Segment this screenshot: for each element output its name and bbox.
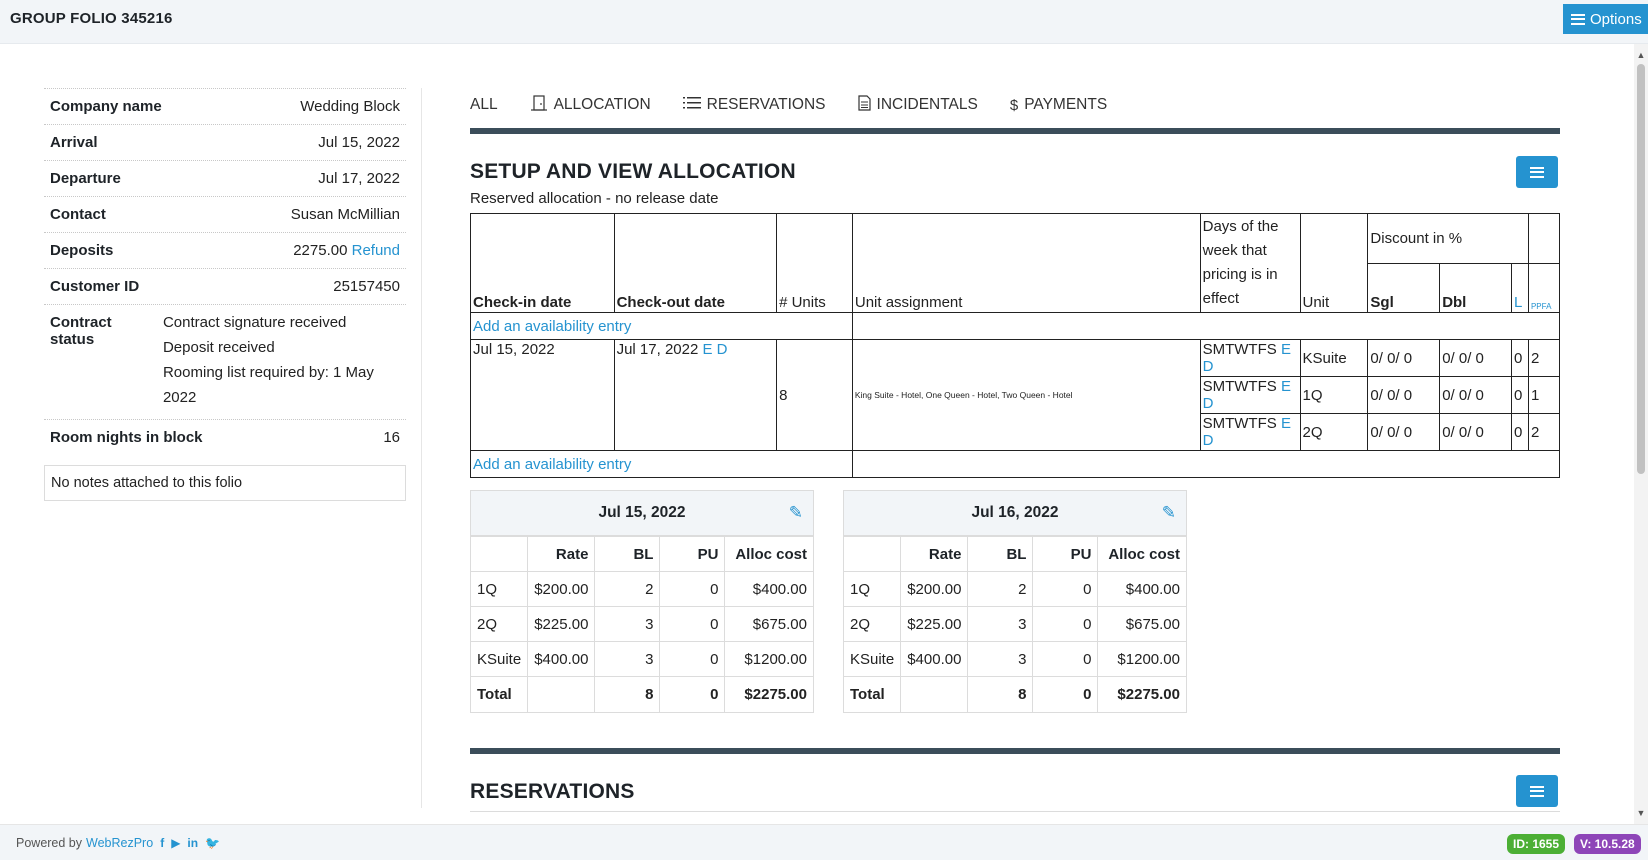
- unit-cell: 1Q: [844, 572, 901, 607]
- departure-value: Jul 17, 2022: [318, 170, 400, 187]
- customer-id-row: [44, 268, 406, 304]
- door-icon: [530, 95, 548, 115]
- day-card-header: [844, 491, 1186, 536]
- edit-link[interactable]: E: [1280, 378, 1291, 395]
- contract-status-row: [44, 304, 406, 419]
- column-header: Alloc cost: [725, 537, 813, 572]
- arrival-row: [44, 124, 406, 160]
- contract-status-line: Rooming list required by: 1 May 2022: [162, 364, 374, 406]
- column-header: BL: [595, 537, 660, 572]
- tab-allocation[interactable]: [530, 95, 651, 115]
- allocation-title: SETUP AND VIEW ALLOCATION: [470, 160, 796, 183]
- total-row: [844, 677, 1186, 712]
- pu-cell: 0: [660, 572, 725, 607]
- tab-allocation-label: ALLOCATION: [553, 96, 651, 113]
- entry-units: 8: [777, 340, 853, 451]
- contract-status-label: Contract status: [50, 314, 112, 348]
- day-card-table: [844, 536, 1186, 712]
- page-scrollbar[interactable]: [1634, 44, 1648, 824]
- table-row: [844, 642, 1186, 677]
- reservations-menu-button[interactable]: [1516, 775, 1558, 807]
- unit-cell: 1Q: [1300, 377, 1368, 414]
- page-title: GROUP FOLIO 345216: [10, 10, 173, 27]
- company-name-value: Wedding Block: [300, 98, 400, 115]
- allocation-menu-button[interactable]: [1516, 156, 1558, 188]
- menu-icon: [1530, 786, 1544, 797]
- day-card-header: [471, 491, 813, 536]
- l-cell: 0: [1511, 414, 1528, 451]
- days-cell: [1200, 377, 1300, 414]
- total-alloc-cost: $2275.00: [725, 677, 813, 712]
- edit-link[interactable]: E: [702, 341, 713, 358]
- list-icon: [683, 96, 701, 114]
- days-value: SMTWTFS: [1202, 378, 1277, 395]
- arrival-label: Arrival: [50, 134, 98, 151]
- options-label: Options: [1590, 10, 1642, 28]
- column-header: PU: [660, 537, 725, 572]
- ppfa-cell: 1: [1528, 377, 1559, 414]
- deposits-row: [44, 232, 406, 268]
- bl-cell: 2: [968, 572, 1033, 607]
- delete-link[interactable]: D: [1202, 432, 1214, 449]
- rate-cell: $400.00: [528, 642, 595, 677]
- delete-link[interactable]: D: [1202, 395, 1214, 412]
- company-name-label: Company name: [50, 98, 162, 115]
- day-card: [843, 490, 1187, 713]
- alloc-cost-cell: $675.00: [1098, 607, 1186, 642]
- scroll-up-icon[interactable]: ▲: [1636, 50, 1646, 60]
- pu-cell: 0: [660, 642, 725, 677]
- days-value: SMTWTFS: [1202, 415, 1277, 432]
- deposits-label: Deposits: [50, 242, 114, 259]
- unit-cell: 2Q: [844, 607, 901, 642]
- room-nights-label: Room nights in block: [50, 429, 203, 446]
- bl-cell: 3: [968, 642, 1033, 677]
- edit-link[interactable]: E: [1280, 341, 1291, 358]
- rate-cell: $225.00: [528, 607, 595, 642]
- bl-cell: 3: [595, 642, 660, 677]
- tab-payments[interactable]: [1010, 95, 1107, 115]
- pencil-icon[interactable]: ✎: [788, 503, 803, 522]
- tab-reservations[interactable]: [683, 95, 826, 115]
- total-rate: [901, 677, 968, 712]
- contact-value: Susan McMillian: [290, 206, 400, 223]
- unit-cell: KSuite: [844, 642, 901, 677]
- unit-cell: 1Q: [471, 572, 528, 607]
- sgl-header: Sgl: [1368, 263, 1440, 313]
- column-header: [844, 537, 901, 572]
- room-nights-row: [44, 419, 406, 455]
- panel-divider: [421, 88, 422, 808]
- add-availability-link[interactable]: Add an availability entry: [471, 451, 853, 478]
- contact-label: Contact: [50, 206, 106, 223]
- document-icon: [858, 95, 871, 115]
- pu-cell: 0: [1033, 607, 1098, 642]
- checkin-header: Check-in date: [471, 214, 615, 313]
- menu-icon: [1530, 167, 1544, 178]
- allocation-subtitle: Reserved allocation - no release date: [470, 190, 719, 207]
- dbl-cell: 0/ 0/ 0: [1440, 414, 1512, 451]
- powered-by: [16, 836, 220, 850]
- pencil-icon[interactable]: ✎: [1161, 503, 1176, 522]
- empty-cell: [852, 313, 1559, 340]
- units-header: # Units: [777, 214, 853, 313]
- discount-header: Discount in %: [1368, 214, 1529, 264]
- dollar-icon: $: [1009, 96, 1019, 114]
- day-card: [470, 490, 814, 713]
- sgl-cell: 0/ 0/ 0: [1368, 340, 1440, 377]
- column-header: PU: [1033, 537, 1098, 572]
- day-card-date: Jul 16, 2022: [971, 504, 1059, 521]
- room-nights-value: 16: [383, 429, 400, 446]
- version-badge: V: 10.5.28: [1574, 834, 1641, 854]
- column-header: [471, 537, 528, 572]
- total-bl: 8: [968, 677, 1033, 712]
- scroll-down-icon[interactable]: ▼: [1636, 808, 1646, 818]
- section-divider: [470, 748, 1560, 754]
- l-cell: 0: [1511, 377, 1528, 414]
- total-label: Total: [471, 677, 528, 712]
- rate-cell: $225.00: [901, 607, 968, 642]
- deposits-value-wrap: [293, 242, 400, 259]
- ppfa-cell: 2: [1528, 340, 1559, 377]
- column-header: Rate: [528, 537, 595, 572]
- tab-payments-label: PAYMENTS: [1024, 96, 1108, 113]
- checkout-header: Check-out date: [614, 214, 776, 313]
- unit-header: Unit: [1300, 214, 1368, 313]
- brand-link[interactable]: WebRezPro: [86, 836, 154, 850]
- company-name-row: [44, 88, 406, 124]
- days-cell: [1200, 340, 1300, 377]
- pu-cell: 0: [1033, 642, 1098, 677]
- unit-cell: 2Q: [1300, 414, 1368, 451]
- table-row: [844, 572, 1186, 607]
- alloc-cost-cell: $400.00: [725, 572, 813, 607]
- entry-checkin: Jul 15, 2022: [471, 340, 615, 451]
- powered-by-label: Powered by: [16, 836, 83, 850]
- alloc-cost-cell: $1200.00: [1098, 642, 1186, 677]
- contract-status-line: Contract signature received: [162, 314, 347, 331]
- column-header: BL: [968, 537, 1033, 572]
- contract-status-lines: [163, 310, 400, 410]
- l-header-link[interactable]: L: [1511, 263, 1528, 313]
- l-cell: 0: [1511, 340, 1528, 377]
- empty-cell: [852, 451, 1559, 478]
- dbl-header: Dbl: [1440, 263, 1512, 313]
- deposits-value: 2275.00: [293, 242, 348, 259]
- entry-checkout-cell: [614, 340, 776, 451]
- arrival-value: Jul 15, 2022: [318, 134, 400, 151]
- options-button[interactable]: [1563, 4, 1648, 34]
- total-rate: [528, 677, 595, 712]
- footer: [0, 824, 1648, 860]
- facebook-icon[interactable]: f: [160, 836, 165, 850]
- tab-incidentals[interactable]: [858, 95, 978, 115]
- customer-id-label: Customer ID: [50, 278, 140, 295]
- folio-notes: No notes attached to this folio: [44, 465, 406, 501]
- id-badge: ID: 1655: [1507, 834, 1565, 854]
- entry-checkout: Jul 17, 2022: [616, 341, 699, 358]
- empty-header: [1528, 214, 1559, 264]
- bl-cell: 3: [968, 607, 1033, 642]
- delete-link[interactable]: D: [1202, 358, 1214, 375]
- tab-all[interactable]: [470, 95, 498, 115]
- days-header: Days of the week that pricing is in effect: [1200, 214, 1300, 313]
- folio-tabs: [470, 95, 1139, 115]
- column-header: Alloc cost: [1098, 537, 1186, 572]
- bl-cell: 2: [595, 572, 660, 607]
- departure-row: [44, 160, 406, 196]
- alloc-cost-cell: $1200.00: [725, 642, 813, 677]
- table-row: [471, 572, 813, 607]
- days-cell: [1200, 414, 1300, 451]
- days-value: SMTWTFS: [1202, 341, 1277, 358]
- unit-cell: 2Q: [471, 607, 528, 642]
- rate-cell: $200.00: [528, 572, 595, 607]
- refund-link[interactable]: Refund: [351, 242, 400, 259]
- contact-row: [44, 196, 406, 232]
- total-alloc-cost: $2275.00: [1098, 677, 1186, 712]
- tab-incidentals-label: INCIDENTALS: [876, 96, 978, 113]
- sgl-cell: 0/ 0/ 0: [1368, 377, 1440, 414]
- contract-status-line: Deposit received: [162, 339, 275, 356]
- top-bar: [0, 0, 1648, 44]
- edit-link[interactable]: E: [1280, 415, 1291, 432]
- tab-all-label: ALL: [470, 96, 498, 113]
- total-label: Total: [844, 677, 901, 712]
- bl-cell: 3: [595, 607, 660, 642]
- dbl-cell: 0/ 0/ 0: [1440, 377, 1512, 414]
- day-card-date: Jul 15, 2022: [598, 504, 686, 521]
- ppfa-cell: 2: [1528, 414, 1559, 451]
- total-bl: 8: [595, 677, 660, 712]
- reservations-title: RESERVATIONS: [470, 780, 635, 803]
- customer-id-value: 25157450: [333, 278, 400, 295]
- alloc-cost-cell: $675.00: [725, 607, 813, 642]
- dbl-cell: 0/ 0/ 0: [1440, 340, 1512, 377]
- total-pu: 0: [660, 677, 725, 712]
- tab-reservations-label: RESERVATIONS: [706, 96, 826, 113]
- table-row: [471, 642, 813, 677]
- ppfa-header-link[interactable]: PPFA: [1528, 263, 1559, 313]
- day-card-table: [471, 536, 813, 712]
- unit-cell: KSuite: [471, 642, 528, 677]
- table-row: [844, 607, 1186, 642]
- unit-cell: KSuite: [1300, 340, 1368, 377]
- table-row: [471, 607, 813, 642]
- pu-cell: 0: [1033, 572, 1098, 607]
- entry-unit-assignment: King Suite - Hotel, One Queen - Hotel, Two Queen - Hotel: [852, 340, 1200, 451]
- allocation-table: [470, 213, 1560, 478]
- twitter-icon[interactable]: 🐦: [205, 836, 221, 850]
- column-header: Rate: [901, 537, 968, 572]
- menu-icon: [1571, 14, 1585, 25]
- total-pu: 0: [1033, 677, 1098, 712]
- unit-assignment-header: Unit assignment: [852, 214, 1200, 313]
- alloc-cost-cell: $400.00: [1098, 572, 1186, 607]
- pu-cell: 0: [660, 607, 725, 642]
- section-divider: [470, 128, 1560, 134]
- departure-label: Departure: [50, 170, 121, 187]
- linkedin-icon[interactable]: in: [187, 836, 199, 850]
- reservations-table-top: [470, 811, 1560, 812]
- rate-cell: $400.00: [901, 642, 968, 677]
- add-availability-link[interactable]: Add an availability entry: [471, 313, 853, 340]
- sgl-cell: 0/ 0/ 0: [1368, 414, 1440, 451]
- delete-link[interactable]: D: [716, 341, 728, 358]
- folio-summary: [44, 88, 406, 501]
- total-row: [471, 677, 813, 712]
- rate-cell: $200.00: [901, 572, 968, 607]
- scrollbar-thumb[interactable]: [1637, 64, 1645, 474]
- youtube-icon[interactable]: ▶: [171, 836, 181, 850]
